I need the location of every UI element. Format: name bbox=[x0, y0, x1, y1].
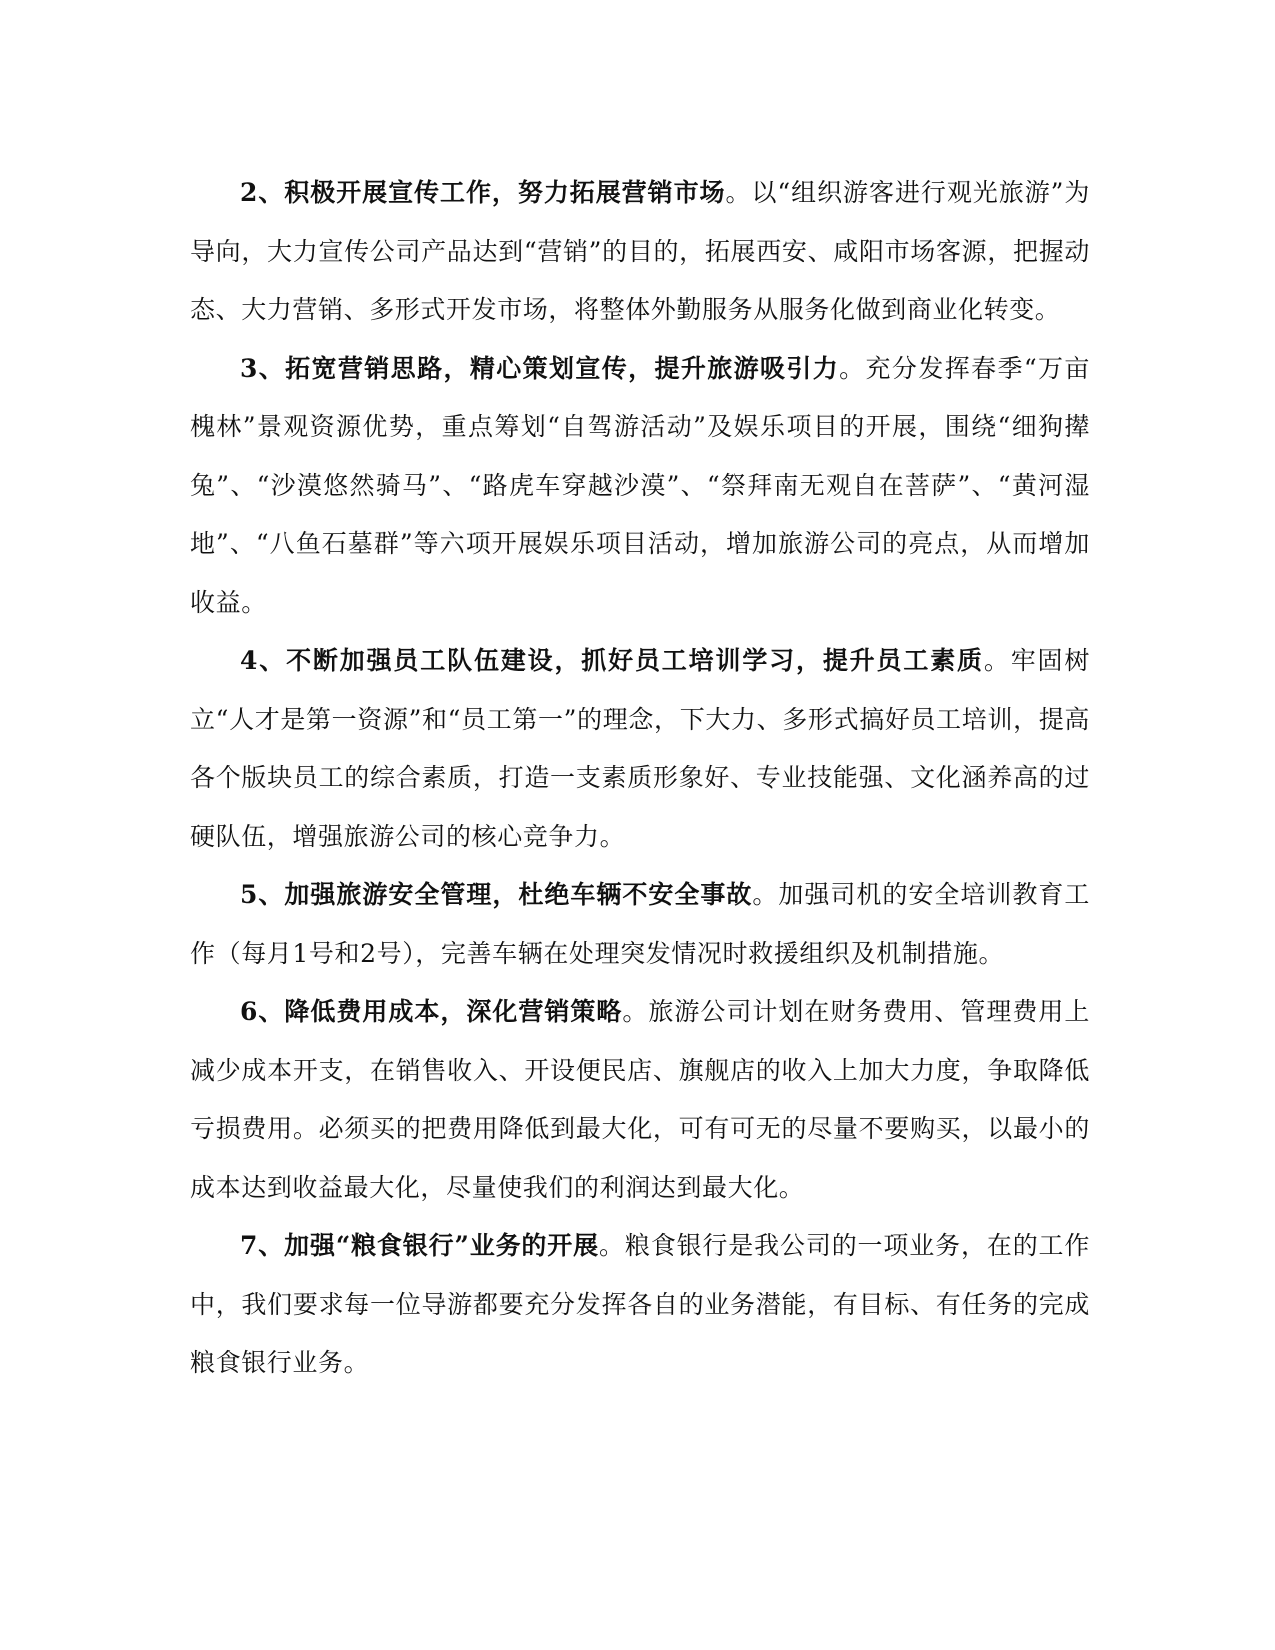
paragraph-heading: 4、不断加强员工队伍建设，抓好员工培训学习，提升员工素质 bbox=[240, 646, 984, 675]
paragraph-heading: 7、加强“粮食银行”业务的开展 bbox=[240, 1231, 599, 1260]
paragraph-3 bbox=[190, 340, 1090, 633]
paragraph-text: 。充分发挥春季“万亩槐林”景观资源优势，重点筹划“自驾游活动”及娱乐项目的开展，围绕“细狗撵兔”、“沙漠悠然骑马”、“路虎车穿越沙漠”、“祭拜南无观自在菩萨”、“黄河湿地”、“八鱼石墓群”等六项开展娱乐项目活动，增加旅游公司的亮点，从而增加收益。 bbox=[190, 353, 1090, 617]
paragraph-6 bbox=[190, 983, 1090, 1217]
document-body bbox=[190, 164, 1090, 1393]
paragraph-text: 。旅游公司计划在财务费用、管理费用上减少成本开支，在销售收入、开设便民店、旗舰店的收入上加大力度，争取降低亏损费用。必须买的把费用降低到最大化，可有可无的尽量不要购买，以最小的成本达到收益最大化，尽量使我们的利润达到最大化。 bbox=[190, 997, 1090, 1202]
paragraph-7 bbox=[190, 1217, 1090, 1393]
paragraph-text: 。加强司机的安全培训教育工作（每月1号和2号），完善车辆在处理突发情况时救援组织及机制措施。 bbox=[190, 880, 1090, 968]
paragraph-5 bbox=[190, 866, 1090, 983]
paragraph-heading: 3、拓宽营销思路，精心策划宣传，提升旅游吸引力 bbox=[240, 353, 840, 383]
paragraph-text: 。以“组织游客进行观光旅游”为导向，大力宣传公司产品达到“营销”的目的，拓展西安、咸阳市场客源，把握动态、大力营销、多形式开发市场，将整体外勤服务从服务化做到商业化转变。 bbox=[190, 178, 1090, 324]
paragraph-2 bbox=[190, 164, 1090, 340]
paragraph-heading: 6、降低费用成本，深化营销策略 bbox=[240, 997, 623, 1026]
paragraph-text: 。牢固树立“人才是第一资源”和“员工第一”的理念，下大力、多形式搞好员工培训，提高各个版块员工的综合素质，打造一支素质形象好、专业技能强、文化涵养高的过硬队伍，增强旅游公司的核心竞争力。 bbox=[190, 646, 1090, 851]
paragraph-heading: 5、加强旅游安全管理，杜绝车辆不安全事故 bbox=[240, 880, 753, 909]
paragraph-4 bbox=[190, 632, 1090, 866]
paragraph-heading: 2、积极开展宣传工作，努力拓展营销市场 bbox=[240, 178, 726, 207]
paragraph-text: 。粮食银行是我公司的一项业务，在的工作中，我们要求每一位导游都要充分发挥各自的业务潜能，有目标、有任务的完成粮食银行业务。 bbox=[190, 1231, 1091, 1377]
